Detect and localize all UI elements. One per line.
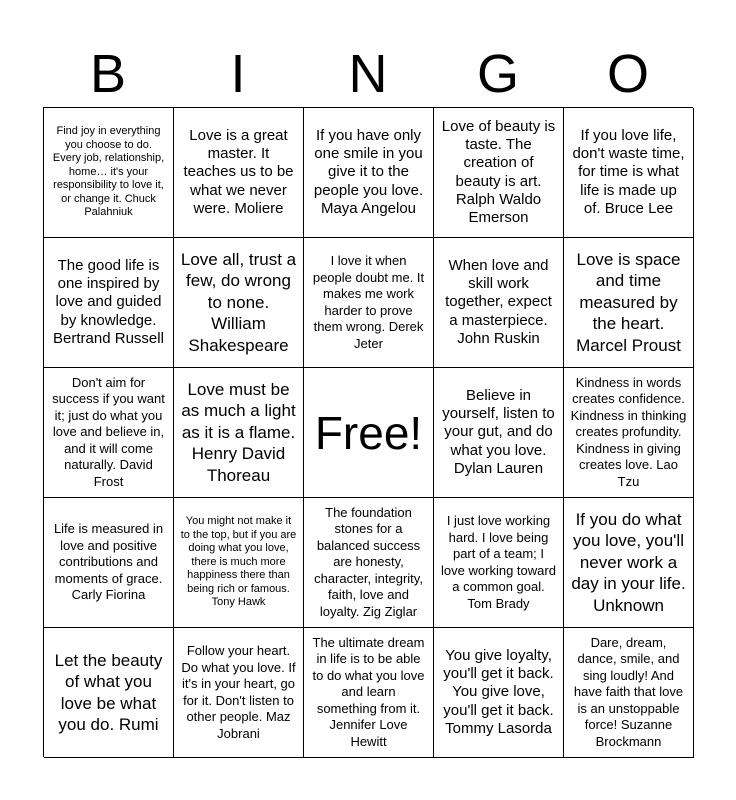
bingo-cell-r1c3 — [304, 108, 434, 238]
cell-text: Love all, trust a few, do wrong to none. William Shakespeare — [180, 249, 297, 355]
bingo-cell-r4c4 — [434, 498, 564, 628]
bingo-cell-r5c4 — [434, 628, 564, 758]
bingo-cell-r1c1 — [44, 108, 174, 238]
free-space-label: Free! — [314, 406, 423, 459]
bingo-grid — [43, 107, 693, 757]
cell-text: Follow your heart. Do what you love. If it's in your heart, go for it. Don't listen to other people. Maz Jobrani — [181, 643, 296, 741]
cell-text: If you love life, don't waste time, for time is what life is made up of. Bruce Lee — [572, 126, 685, 217]
header-letter-b: B — [89, 44, 127, 104]
bingo-cell-r2c1 — [44, 238, 174, 368]
cell-text: If you do what you love, you'll never work a day in your life. Unknown — [571, 509, 686, 615]
bingo-cell-r5c2 — [174, 628, 304, 758]
bingo-cell-r5c3 — [304, 628, 434, 758]
cell-text: The good life is one inspired by love and guided by knowledge. Bertrand Russell — [53, 256, 164, 347]
cell-text: I just love working hard. I love being part of a team; I love working toward a common goal. Tom Brady — [441, 513, 556, 611]
bingo-cell-r4c3 — [304, 498, 434, 628]
bingo-cell-r2c2 — [174, 238, 304, 368]
cell-text: Believe in yourself, listen to your gut, and do what you love. Dylan Lauren — [442, 386, 555, 477]
bingo-cell-r4c5 — [564, 498, 694, 628]
cell-text: If you have only one smile in you give it to the people you love. Maya Angelou — [313, 126, 424, 217]
bingo-header — [43, 40, 693, 108]
cell-text: Dare, dream, dance, smile, and sing loudly! And have faith that love is an unstoppable force! Suzanne Brockmann — [573, 634, 684, 749]
bingo-cell-r5c5 — [564, 628, 694, 758]
bingo-cell-r3c5 — [564, 368, 694, 498]
cell-text: Life is measured in love and positive contributions and moments of grace. Carly Fiorina — [53, 521, 164, 603]
header-letter-g: G — [476, 44, 519, 104]
cell-text: Don't aim for success if you want it; just do what you love and believe in, and it will come naturally. David Frost — [52, 374, 165, 489]
cell-text: Let the beauty of what you love be what you do. Rumi — [54, 650, 163, 734]
header-letter-n: N — [348, 44, 388, 104]
bingo-cell-r1c4 — [434, 108, 564, 238]
bingo-cell-r2c5 — [564, 238, 694, 368]
bingo-cell-r3c1 — [44, 368, 174, 498]
cell-text: You might not make it to the top, but if you are doing what you love, there is much more happiness there than being rich or famous. Tony Hawk — [180, 515, 297, 609]
cell-text: Love of beauty is taste. The creation of beauty is art. Ralph Waldo Emerson — [441, 117, 556, 226]
cell-text: Kindness in words creates confidence. Kindness in thinking creates profundity. Kindness in giving creates love. Lao Tzu — [570, 374, 687, 489]
bingo-cell-r4c1 — [44, 498, 174, 628]
cell-text: Love must be as much a light as it is a flame. Henry David Thoreau — [181, 379, 296, 485]
bingo-cell-r5c1 — [44, 628, 174, 758]
cell-text: When love and skill work together, expect a masterpiece. John Ruskin — [445, 256, 552, 347]
header-letter-i: I — [230, 44, 246, 104]
cell-text: You give loyalty, you'll get it back. You give love, you'll get it back. Tommy Lasorda — [443, 646, 554, 737]
bingo-cell-r3c4 — [434, 368, 564, 498]
header-letter-o: O — [606, 44, 649, 104]
cell-text: Find joy in everything you choose to do. Every job, relationship, home… it's your responsibility to love it, or change it. Chuck Palahniuk — [52, 125, 165, 219]
bingo-cell-r4c2 — [174, 498, 304, 628]
bingo-cell-r1c2 — [174, 108, 304, 238]
cell-text: Love is a great master. It teaches us to be what we never were. Moliere — [183, 126, 294, 217]
cell-text: I love it when people doubt me. It makes me work harder to prove them wrong. Derek Jeter — [312, 253, 425, 351]
bingo-cell-r1c5 — [564, 108, 694, 238]
bingo-cell-r3c2 — [174, 368, 304, 498]
cell-text: The foundation stones for a balanced success are honesty, character, integrity, faith, love and loyalty. Zig Ziglar — [314, 504, 423, 619]
bingo-cell-r2c3 — [304, 238, 434, 368]
cell-text: The ultimate dream in life is to be able to do what you love and learn something from it. Jennifer Love Hewitt — [312, 634, 425, 749]
cell-text: Love is space and time measured by the heart. Marcel Proust — [576, 249, 681, 355]
bingo-cell-r2c4 — [434, 238, 564, 368]
free-space-cell — [304, 368, 434, 498]
